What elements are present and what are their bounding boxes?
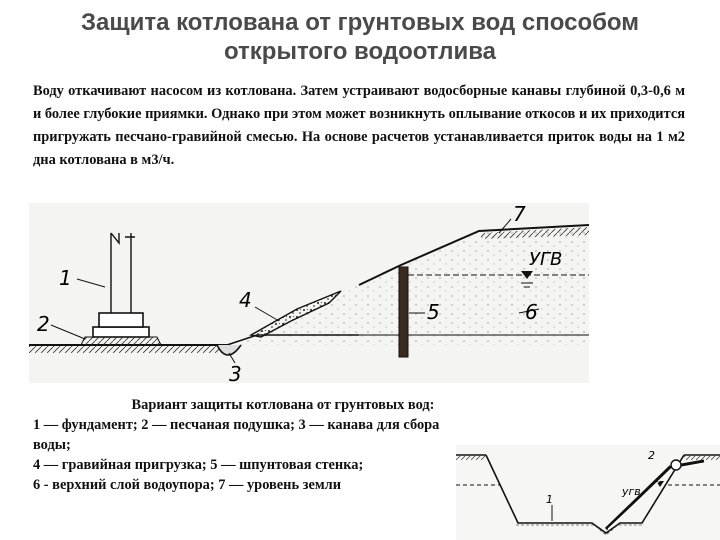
trench-diagram — [456, 445, 720, 540]
trench-label-2: 2 — [648, 449, 655, 462]
trench-label-1: 1 — [546, 493, 553, 506]
title-line-2: открытого водоотлива — [223, 38, 497, 65]
label-7: 7 — [513, 203, 526, 226]
excavation-diagram — [29, 203, 589, 383]
foundation-block — [99, 313, 143, 327]
label-5: 5 — [427, 300, 440, 324]
caption-line-3: 4 — гравийная пригрузка; 5 — шпунтовая стенка; — [33, 457, 364, 473]
title-line-1: Защита котлована от грунтовых вод способом — [80, 9, 640, 36]
caption-line-1: 1 — фундамент; 2 — песчаная подушка; 3 — канава для сбора — [33, 417, 440, 433]
pump-icon — [671, 460, 681, 470]
caption-title: Вариант защиты котлована от грунтовых вод: — [131, 397, 435, 413]
intro-paragraph: Воду откачивают насосом из котлована. Затем устраивают водосборные канавы глубиной 0,3-0,6 м и более глубокие приямки. Однако при этом может возникнуть оплывание откосов и их приходится пригружать песчано-гравийной смесью. На основе расчетов устанавливается приток воды на 1 м2 дна котлована в м3/ч. — [33, 83, 685, 168]
caption-line-4: 6 - верхний слой водоупора; 7 — уровень земли — [33, 477, 342, 493]
label-4: 4 — [239, 288, 252, 312]
foundation-slab — [93, 327, 149, 337]
label-3: 3 — [229, 362, 242, 383]
label-2: 2 — [37, 312, 50, 336]
label-6: 6 — [525, 300, 538, 324]
label-1: 1 — [59, 266, 72, 290]
label-ugv: УГВ — [529, 249, 563, 270]
caption-line-2: воды; — [33, 437, 71, 453]
figure2-background — [456, 445, 720, 540]
sheet-pile-wall — [399, 267, 408, 357]
trench-label-ugv: угв — [622, 485, 641, 498]
sand-cushion — [81, 337, 161, 345]
bottom-hatch — [29, 346, 227, 353]
slide-title — [0, 8, 720, 66]
